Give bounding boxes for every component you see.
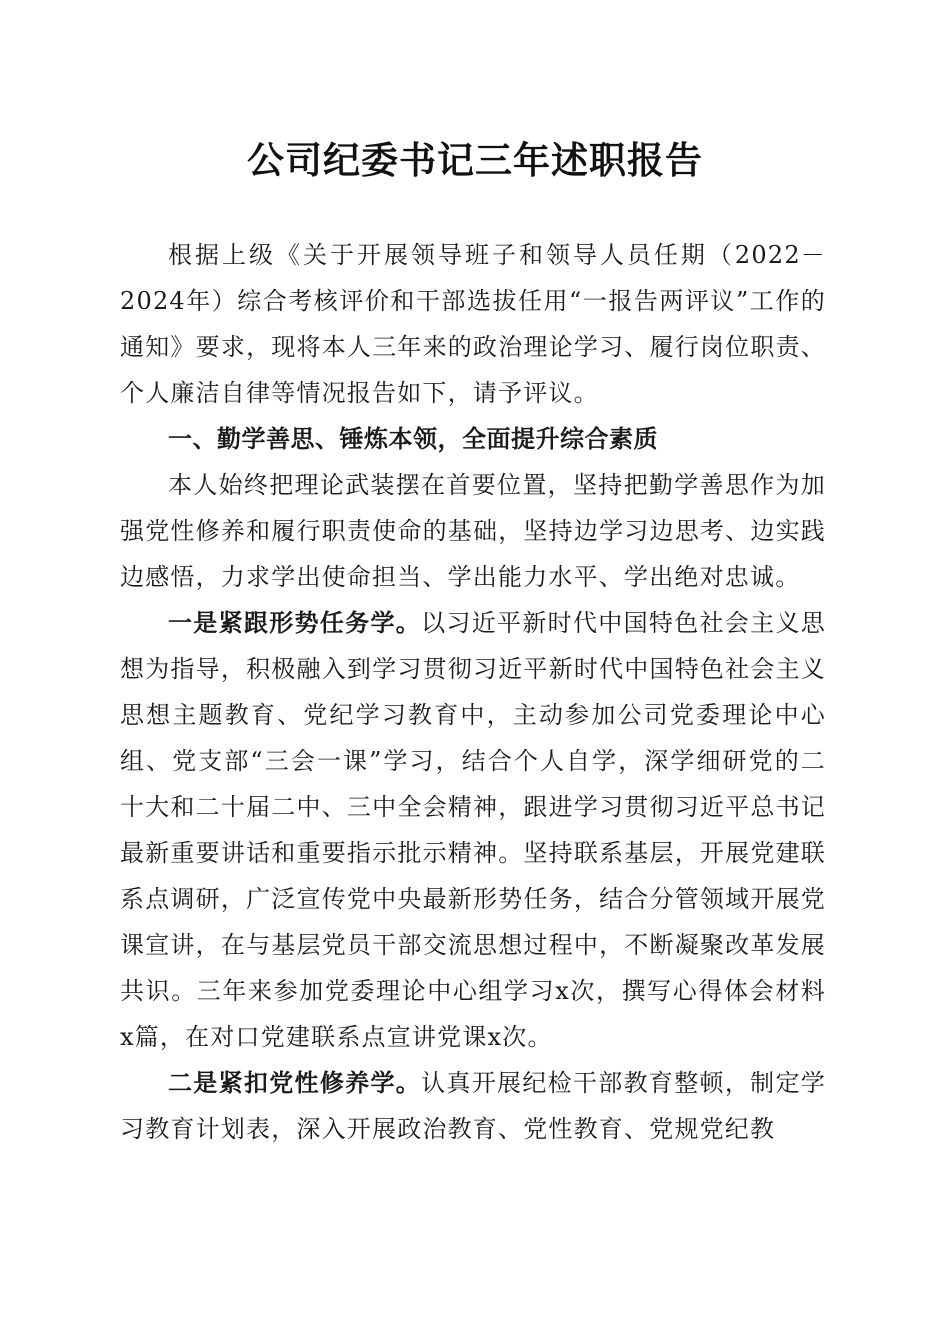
point-text-2: 认真开展纪检干部教育整顿，制定学习教育计划表，深入开展政治教育、党性教育、党规党纪教 <box>120 1069 827 1143</box>
document-title: 公司纪委书记三年述职报告 <box>247 138 703 182</box>
point-paragraph-2 <box>120 1060 826 1152</box>
point-paragraph-1 <box>120 600 826 1060</box>
document-body <box>120 232 826 1152</box>
point-text-1: 以习近平新时代中国特色社会主义思想为指导，积极融入到学习贯彻习近平新时代中国特色社会主义思想主题教育、党纪学习教育中，主动参加公司党委理论中心组、党支部“三会一课”学习，结合个人自学，深学细研党的二十大和二十届二中、三中全会精神，跟进学习贯彻习近平总书记最新重要讲话和重要指示批示精神。坚持联系基层，开展党建联系点调研，广泛宣传党中央最新形势任务，结合分管领域开展党课宣讲，在与基层党员干部交流思想过程中，不断凝聚改革发展共识。三年来参加党委理论中心组学习x次，撰写心得体会材料x篇，在对口党建联系点宣讲党课x次。 <box>120 609 827 1051</box>
section-heading: 一、勤学善思、锤炼本领，全面提升综合素质 <box>168 425 658 453</box>
intro-paragraph: 根据上级《关于开展领导班子和领导人员任期（2022－2024年）综合考核评价和干部选拔任用“一报告两评议”工作的通知》要求，现将本人三年来的政治理论学习、履行岗位职责、个人廉洁自律等情况报告如下，请予评议。 <box>120 241 826 407</box>
section-paragraph: 本人始终把理论武装摆在首要位置，坚持把勤学善思作为加强党性修养和履行职责使命的基础，坚持边学习边思考、边实践边感悟，力求学出使命担当、学出能力水平、学出绝对忠诚。 <box>120 471 826 591</box>
point-lead-2: 二是紧扣党性修养学。 <box>168 1068 422 1097</box>
point-lead-1: 一是紧跟形势任务学。 <box>168 608 422 637</box>
